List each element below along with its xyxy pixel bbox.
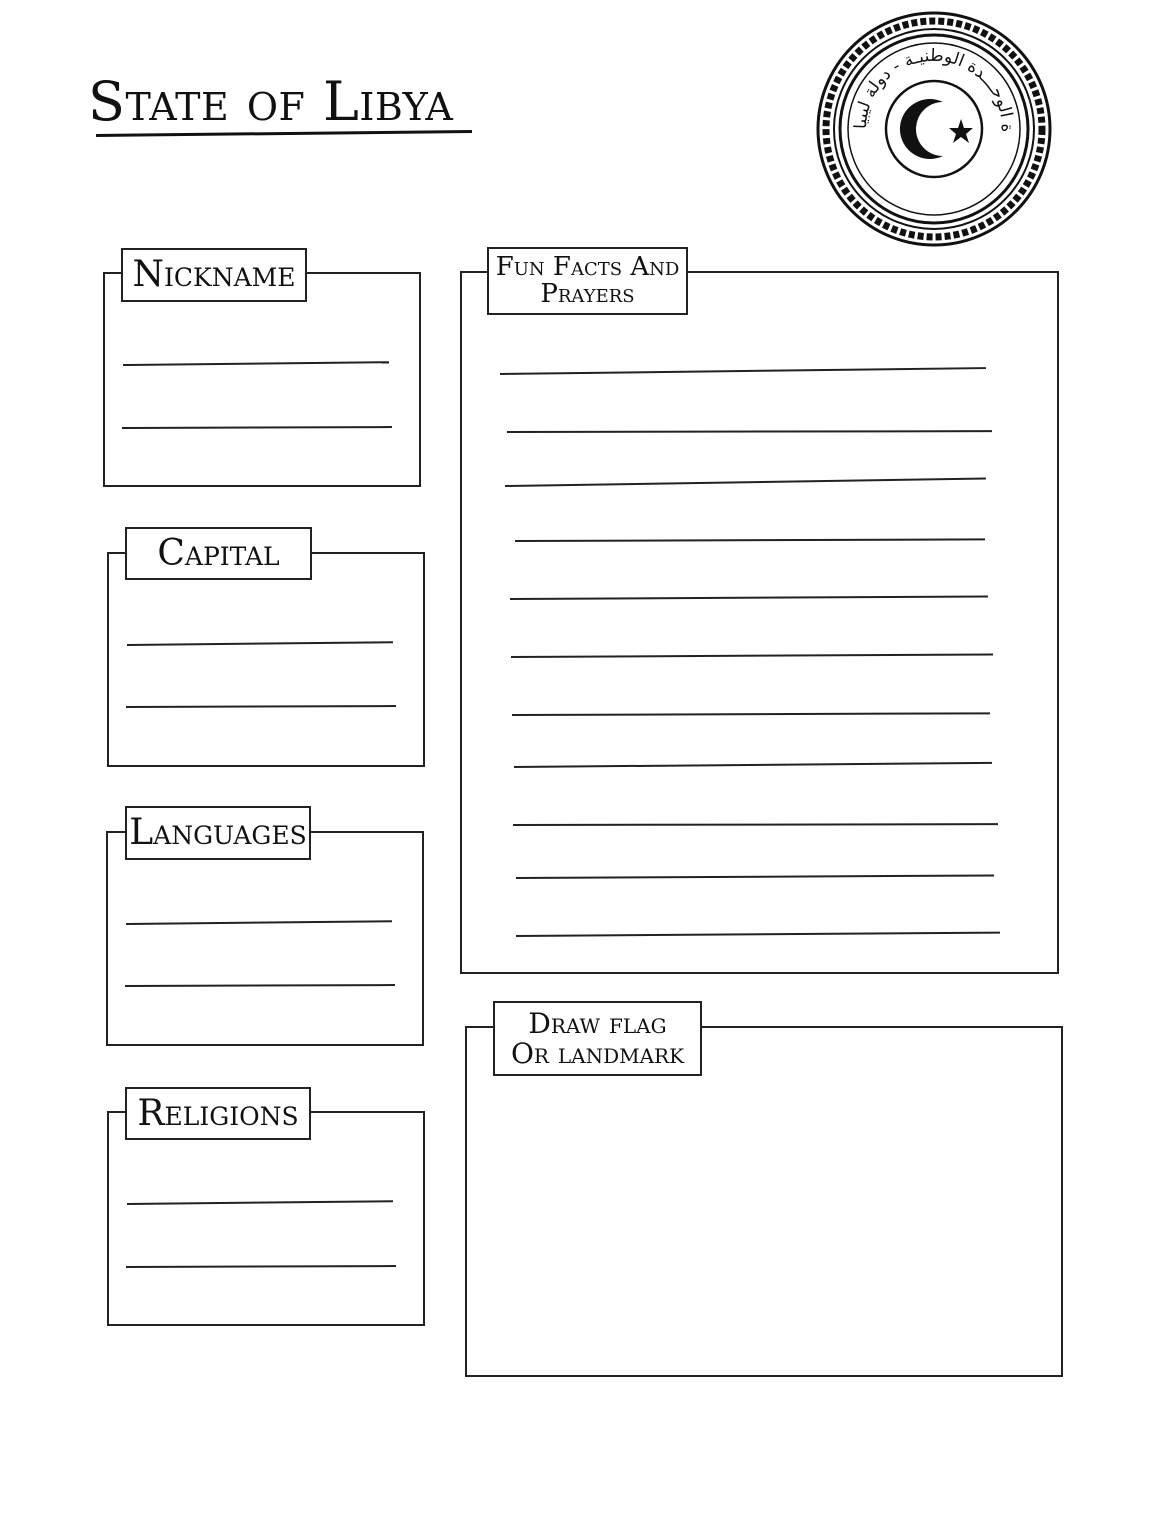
nickname-label: Nickname [121,248,307,302]
languages-label: Languages [125,806,311,860]
page-title: State of Libya [88,70,454,133]
nickname-box [103,272,421,487]
draw-label-line-2: Or landmark [510,1036,685,1070]
libya-seal-icon [815,10,1053,248]
draw-label-line-1: Draw flag [528,1007,667,1041]
draw-box[interactable] [465,1026,1063,1377]
seal-text: ة الوحـــدة الوطنيـة - دولة ليبيا [850,45,1018,133]
capital-label: Capital [125,527,312,580]
fun-facts-label: Fun Facts And Prayers [487,247,688,315]
capital-box [107,552,425,767]
draw-label [493,1001,702,1076]
languages-box [106,831,424,1046]
fun-facts-box [460,271,1059,974]
religions-label: Religions [125,1087,311,1140]
religions-box [107,1111,425,1326]
